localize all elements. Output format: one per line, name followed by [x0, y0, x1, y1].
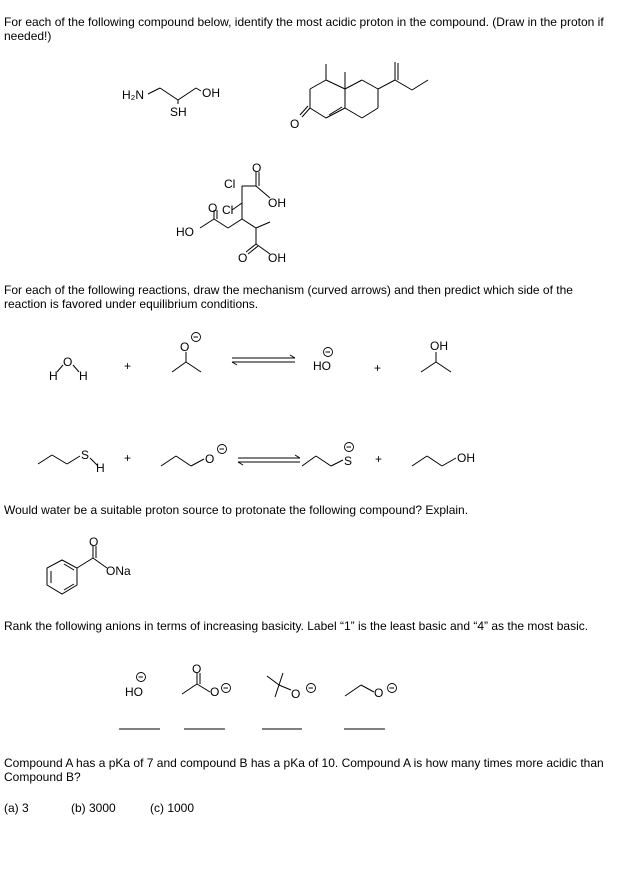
- thiolate-charge: −: [346, 442, 352, 452]
- ethoxide-charge: −: [389, 683, 395, 693]
- hydroxide-charge: −: [325, 347, 331, 357]
- propanol-hydroxyl: OH: [457, 451, 475, 465]
- hydroxyl-label-3: HO: [176, 225, 194, 239]
- question-4-text: Rank the following anions in terms of increasing basicity. Label “1” is the least basic and “4” as the most basic.: [4, 619, 589, 633]
- plus-sign-3: +: [124, 451, 132, 465]
- dichloro-diacid-structure: [176, 161, 286, 265]
- propoxide-charge: −: [219, 444, 225, 454]
- reaction-1: [49, 332, 451, 383]
- benzoate-carbonyl-oxygen: O: [89, 535, 99, 549]
- water-oxygen: O: [63, 355, 73, 369]
- anion-ethoxide: [345, 683, 397, 700]
- carbonyl-oxygen-1: O: [252, 161, 262, 175]
- carbonyl-oxygen-3: O: [238, 251, 248, 265]
- question-1-text: For each of the following compound below, identify the most acidic proton in the compound. (Draw in the proton if needed!): [4, 15, 604, 43]
- plus-sign-1: +: [124, 359, 132, 373]
- water-h-1: H: [49, 369, 58, 383]
- hydroxyl-label: OH: [202, 86, 220, 100]
- acetate-oxygen: O: [210, 685, 220, 699]
- hydroxyl-label-1: OH: [268, 196, 286, 210]
- ethoxide-oxygen: O: [374, 686, 384, 700]
- amine-label: H₂N: [122, 88, 144, 102]
- benzoate-ona-label: ONa: [106, 564, 131, 578]
- acetate-charge: −: [223, 683, 229, 693]
- anion-hydroxide-label: HO: [125, 685, 143, 699]
- option-a: (a) 3: [4, 801, 29, 815]
- anion-acetate: [182, 662, 231, 699]
- anion-tert-butoxide: [267, 673, 316, 701]
- reaction-2: [38, 442, 475, 475]
- question-3-text: Would water be a suitable proton source to protonate the following compound? Explain.: [4, 503, 469, 517]
- sodium-benzoate-structure: [47, 535, 131, 594]
- acetate-carbonyl-oxygen: O: [192, 662, 202, 676]
- ketone-oxygen-label: O: [290, 117, 300, 131]
- thiol-label: SH: [170, 105, 187, 119]
- alkoxide-oxygen: O: [180, 340, 190, 354]
- propoxide-oxygen: O: [205, 452, 215, 466]
- anion-hydroxide-charge: −: [138, 672, 144, 682]
- isopropanol-hydroxyl: OH: [430, 339, 448, 353]
- chlorine-label-1: Cl: [224, 177, 236, 191]
- thiol-sulfur: S: [81, 448, 90, 462]
- question-5-text: Compound A has a pKa of 7 and compound B has a pKa of 10. Compound A is how many times more acidic than Compound B?: [4, 756, 604, 784]
- thiol-hydrogen: H: [96, 461, 105, 475]
- plus-sign-2: +: [374, 361, 382, 375]
- option-c: (c) 1000: [150, 801, 195, 815]
- carbonyl-oxygen-2: O: [208, 201, 218, 215]
- water-h-2: H: [79, 369, 88, 383]
- hydroxyl-label-2: OH: [268, 251, 286, 265]
- question-2-text: For each of the following reactions, draw the mechanism (curved arrows) and then predict which side of the reaction is favored under equilibrium conditions.: [4, 283, 573, 311]
- thiolate-sulfur: S: [344, 454, 353, 468]
- aminothiol-alcohol-structure: [122, 86, 220, 119]
- bicyclic-enone-structure: [290, 62, 428, 131]
- alkoxide-charge: −: [193, 332, 199, 342]
- plus-sign-4: +: [375, 452, 383, 466]
- option-b: (b) 3000: [71, 801, 116, 815]
- anion-hydroxide: [125, 672, 146, 699]
- tert-butoxide-charge: −: [308, 683, 314, 693]
- tert-butoxide-oxygen: O: [291, 687, 301, 701]
- chlorine-label-2: Cl: [222, 203, 234, 217]
- hydroxide-label: HO: [313, 359, 331, 373]
